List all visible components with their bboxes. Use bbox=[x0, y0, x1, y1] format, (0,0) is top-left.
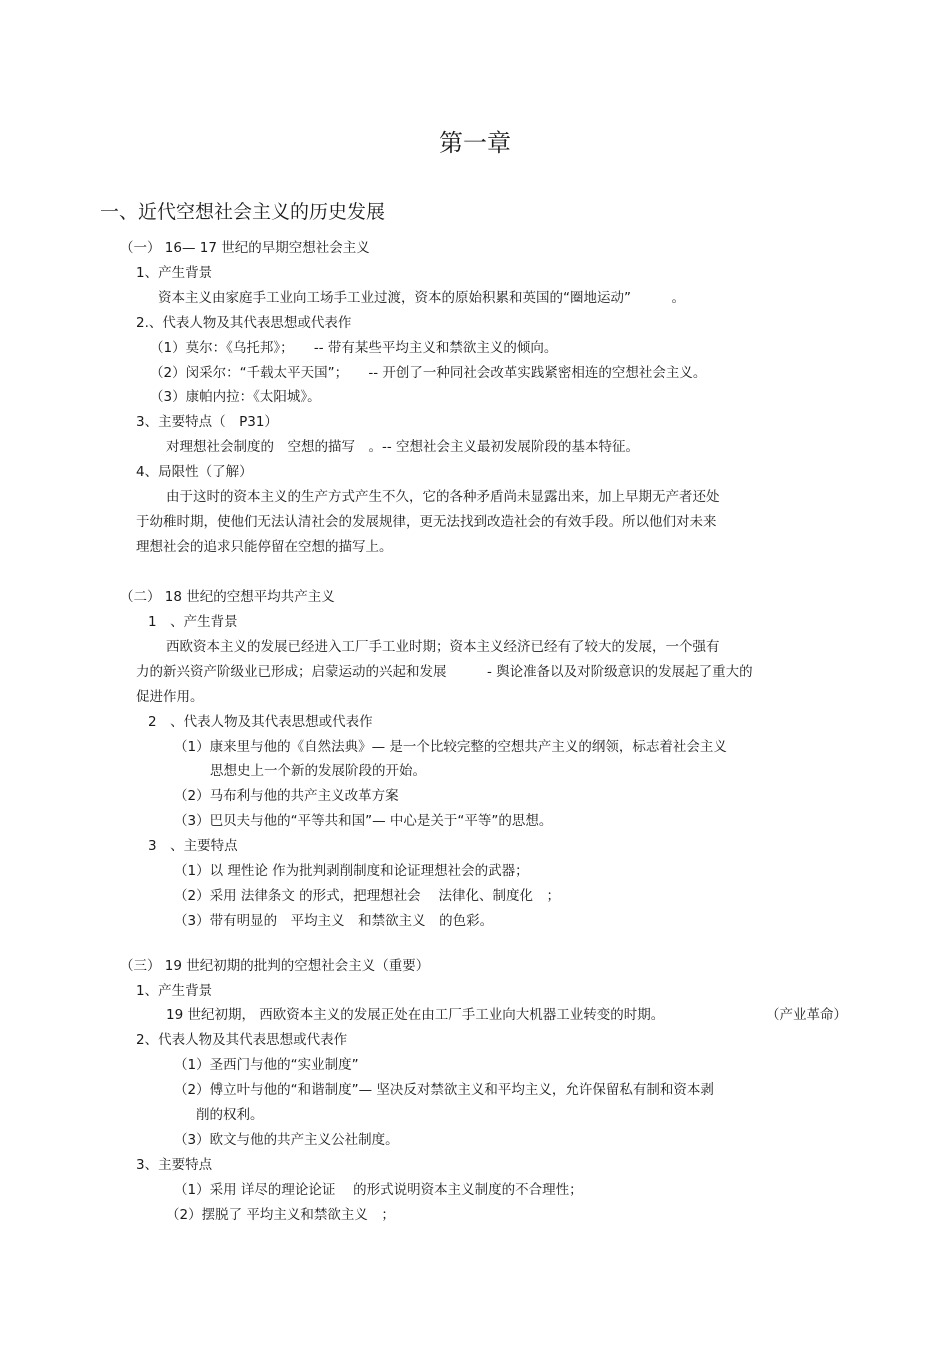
paragraph-line: 力的新兴资产阶级业已形成；启蒙运动的兴起和发展 - 舆论准备以及对阶级意识的发展起了重大的 bbox=[136, 664, 753, 680]
subsection-heading-3: （三） 19 世纪初期的批判的空想社会主义（重要） bbox=[120, 958, 430, 974]
list-item-continuation: 思想史上一个新的发展阶段的开始。 bbox=[210, 763, 426, 779]
paragraph-line: 西欧资本主义的发展已经进入工厂手工业时期；资本主义经济已经有了较大的发展，一个强有 bbox=[166, 639, 720, 655]
item-heading: 3、主要特点 bbox=[136, 1157, 213, 1173]
list-item-continuation: 削的权利。 bbox=[196, 1107, 264, 1123]
item-heading: 3 、主要特点 bbox=[148, 838, 238, 854]
list-item: （1）以 理性论 作为批判剥削制度和论证理想社会的武器； bbox=[174, 863, 529, 879]
list-item: （1）康来里与他的《自然法典》— 是一个比较完整的空想共产主义的纲领，标志着社会主义 bbox=[174, 739, 727, 755]
list-item: （2）闵采尔：“千载太平天国”； -- 开创了一种同社会改革实践紧密相连的空想社会主义。 bbox=[150, 365, 707, 381]
paragraph-note: （产业革命） bbox=[766, 1007, 847, 1023]
paragraph-line: 资本主义由家庭手工业向工场手工业过渡，资本的原始积累和英国的“圈地运动” 。 bbox=[158, 290, 685, 306]
list-item: （1）圣西门与他的“实业制度” bbox=[174, 1057, 359, 1073]
paragraph-line: 由于这时的资本主义的生产方式产生不久，它的各种矛盾尚未显露出来，加上早期无产者还处 bbox=[166, 489, 720, 505]
paragraph-line: 于幼稚时期，使他们无法认清社会的发展规律，更无法找到改造社会的有效手段。所以他们对未来 bbox=[136, 514, 717, 530]
list-item: （3）欧文与他的共产主义公社制度。 bbox=[174, 1132, 399, 1148]
subsection-heading-2: （二） 18 世纪的空想平均共产主义 bbox=[120, 589, 335, 605]
list-item: （2）摆脱了 平均主义和禁欲主义 ； bbox=[166, 1207, 395, 1223]
subsection-heading-1: （一） 16— 17 世纪的早期空想社会主义 bbox=[120, 240, 370, 256]
paragraph-line: 对理想社会制度的 空想的描写 。-- 空想社会主义最初发展阶段的基本特征。 bbox=[166, 439, 640, 455]
list-item: （2）马布利与他的共产主义改革方案 bbox=[174, 788, 399, 804]
list-item: （3）巴贝夫与他的“平等共和国”— 中心是关于“平等”的思想。 bbox=[174, 813, 553, 829]
list-item: （2）傅立叶与他的“和谐制度”— 坚决反对禁欲主义和平均主义，允许保留私有制和资本剥 bbox=[174, 1082, 714, 1098]
paragraph-line: 促进作用。 bbox=[136, 689, 204, 705]
list-item: （1）莫尔：《乌托邦》； -- 带有某些平均主义和禁欲主义的倾向。 bbox=[150, 340, 558, 356]
item-heading: 2.、代表人物及其代表思想或代表作 bbox=[136, 315, 352, 331]
chapter-title: 第一章 bbox=[439, 129, 511, 157]
item-heading: 1、产生背景 bbox=[136, 265, 213, 281]
paragraph-line: 理想社会的追求只能停留在空想的描写上。 bbox=[136, 539, 393, 555]
paragraph-line: 19 世纪初期， 西欧资本主义的发展正处在由工厂手工业向大机器工业转变的时期。 bbox=[166, 1007, 665, 1023]
item-heading: 4、局限性（了解） bbox=[136, 464, 253, 480]
item-heading: 3、主要特点（ P31） bbox=[136, 414, 278, 430]
list-item: （3）康帕内拉：《太阳城》。 bbox=[150, 389, 321, 405]
section-heading: 一、近代空想社会主义的历史发展 bbox=[100, 201, 386, 223]
item-heading: 2、代表人物及其代表思想或代表作 bbox=[136, 1032, 348, 1048]
item-heading: 1、产生背景 bbox=[136, 983, 213, 999]
list-item: （1）采用 详尽的理论论证 的形式说明资本主义制度的不合理性； bbox=[174, 1182, 583, 1198]
item-heading: 1 、产生背景 bbox=[148, 614, 238, 630]
item-heading: 2 、代表人物及其代表思想或代表作 bbox=[148, 714, 373, 730]
list-item: （2）采用 法律条文 的形式，把理想社会 法律化、制度化 ； bbox=[174, 888, 560, 904]
list-item: （3）带有明显的 平均主义 和禁欲主义 的色彩。 bbox=[174, 913, 494, 929]
